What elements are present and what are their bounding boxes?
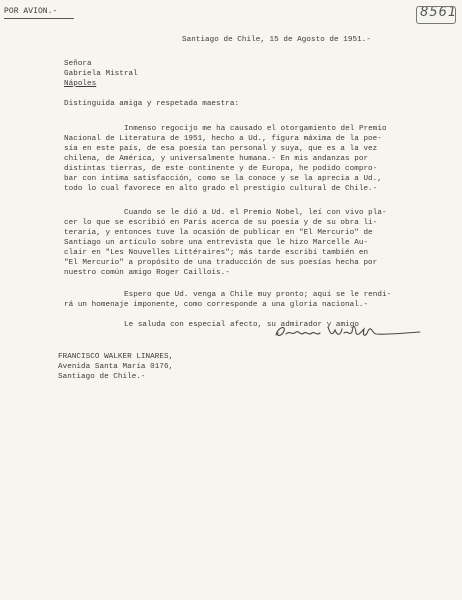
p1-line: Inmenso regocijo me ha causado el otorgamiento del Premio <box>124 125 387 133</box>
sender-address: Avenida Santa María 0176, <box>58 363 174 371</box>
p1-line: Nacional de Literatura de 1951, hecho a Ud., figura máxima de la poe- <box>64 135 382 143</box>
p2-line: teraria, y entonces tuve la ocasión de publicar en "El Mercurio" de <box>64 229 373 237</box>
p2-line: nuestro común amigo Roger Caillois.- <box>64 269 230 277</box>
recipient-line-1: Señora <box>64 60 92 68</box>
p2-line: clair en "Les Nouvelles Littéraires"; más tarde escribí también en <box>64 249 369 257</box>
dateline: Santiago de Chile, 15 de Agosto de 1951.- <box>182 36 371 44</box>
p3-line: rá un homenaje imponente, como corresponde a una gloria nacional.- <box>64 301 369 309</box>
mail-mark: POR AVION.- <box>4 7 58 16</box>
p2-line: cer lo que se escribió en París acerca de su poesía y de su obra li- <box>64 219 378 227</box>
p3-line: Espero que Ud. venga a Chile muy pronto; aquí se le rendi- <box>124 291 392 299</box>
p1-line: distintas tierras, de este continente y de Europa, he podido compro- <box>64 165 378 173</box>
mail-mark-underline <box>4 18 74 19</box>
recipient-line-3: Nápoles <box>64 80 97 88</box>
p2-line: Santiago un artículo sobre una entrevista que le hizo Marcelle Au- <box>64 239 369 247</box>
sender-name: FRANCISCO WALKER LINARES, <box>58 353 174 361</box>
p1-line: todo lo cual favorece en alto grado el prestigio cultural de Chile.- <box>64 185 378 193</box>
p1-line: bar con íntima satisfacción, como se la conoce y se la aprecia a Ud., <box>64 175 382 183</box>
archive-number <box>420 5 458 27</box>
p2-line: "El Mercurio" a propósito de una traducción de sus poesías hecha por <box>64 259 378 267</box>
sender-city: Santiago de Chile.- <box>58 373 146 381</box>
handwritten-signature <box>272 319 424 345</box>
p2-line: Cuando se le dió a Ud. el Premio Nobel, leí con vivo pla- <box>124 209 387 217</box>
archive-number-text: 8561 <box>420 5 458 20</box>
recipient-line-2: Gabriela Mistral <box>64 70 138 78</box>
salutation: Distinguida amiga y respetada maestra: <box>64 100 240 108</box>
p1-line: sía en este país, de esa poesía tan personal y suya, que es a la vez <box>64 145 378 153</box>
closing: Le saluda con especial afecto, su admirador y amigo <box>124 321 359 329</box>
archive-number-box <box>416 6 456 24</box>
p1-line: chilena, de América, y universalmente humana.- En mis andanzas por <box>64 155 369 163</box>
